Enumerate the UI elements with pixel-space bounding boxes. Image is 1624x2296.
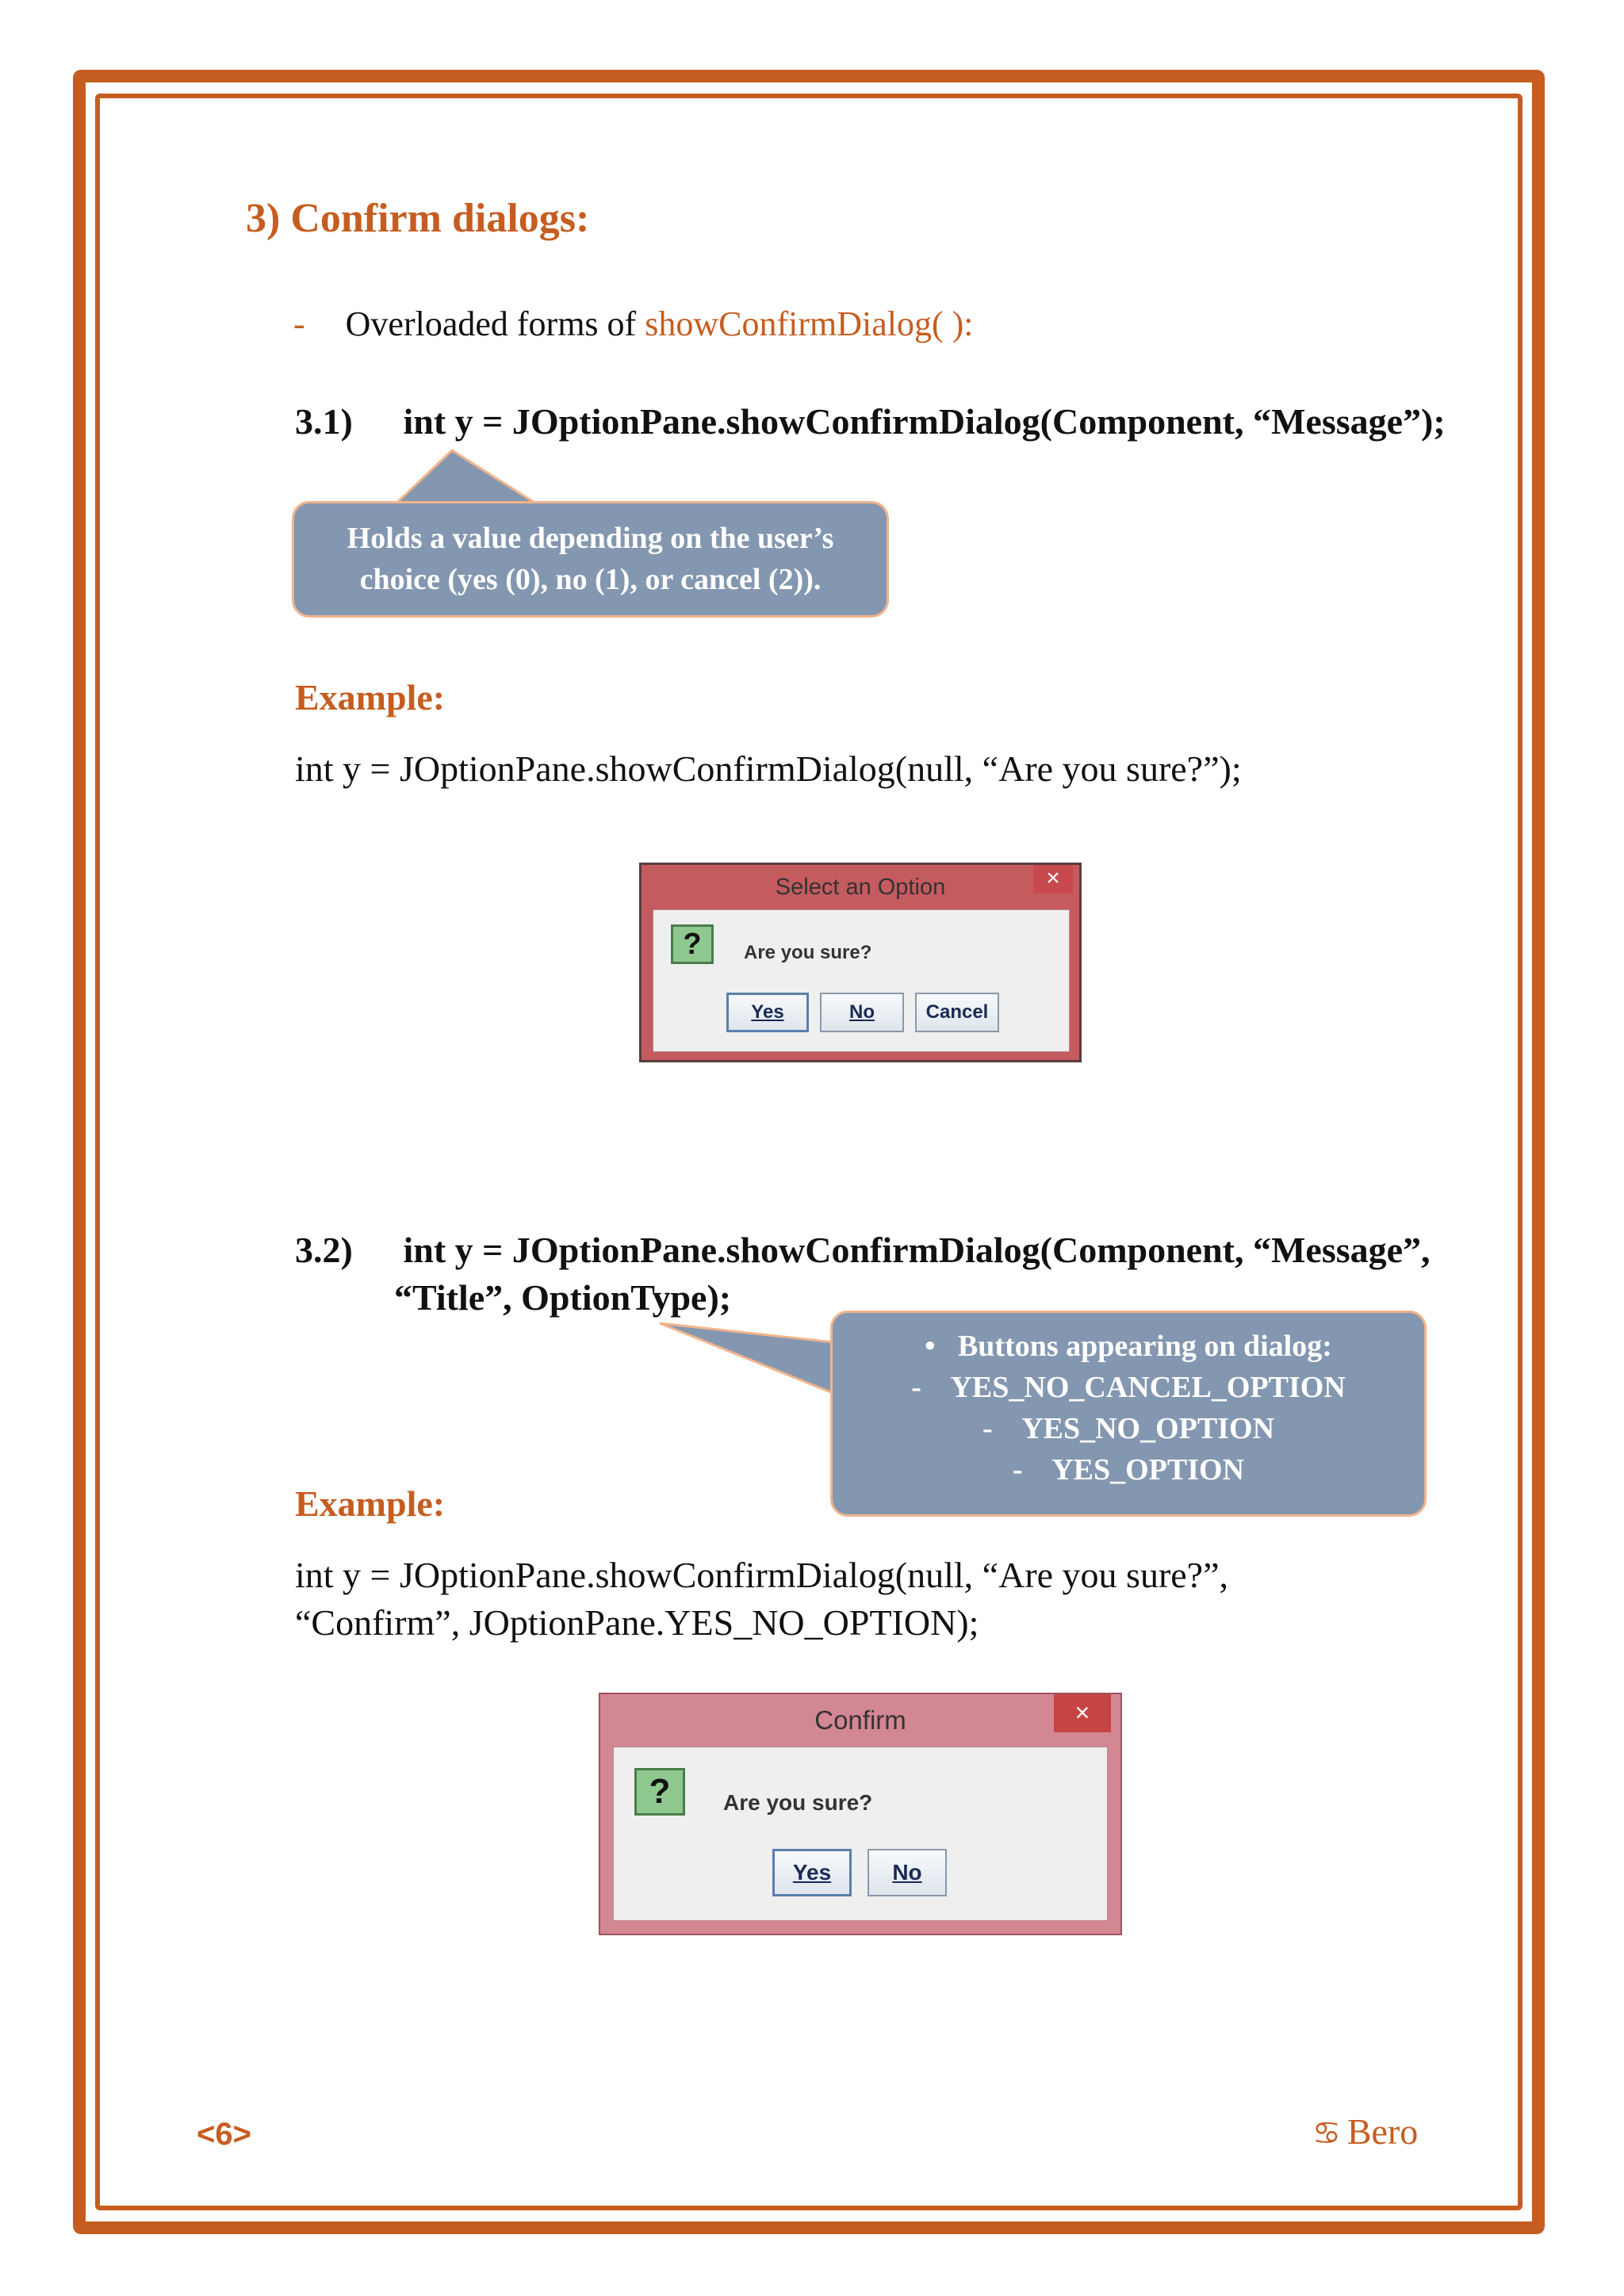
- question-icon: ?: [671, 924, 714, 964]
- cancer-sign-icon: ♋: [1312, 2115, 1341, 2152]
- yes-button: Yes: [772, 1849, 852, 1896]
- cancel-button: Cancel: [915, 993, 999, 1032]
- dialog-title: Confirm: [814, 1705, 906, 1735]
- callout-line: • Buttons appearing on dialog:: [925, 1330, 1332, 1363]
- bullet-dash: -: [293, 304, 305, 343]
- callout-line: - YES_OPTION: [1012, 1453, 1245, 1487]
- example-code: int y = JOptionPane.showConfirmDialog(null, “Are you sure?”);: [295, 748, 1242, 789]
- overloaded-forms-line: [293, 304, 974, 344]
- signature-3-2-line2: “Title”, OptionType);: [394, 1277, 732, 1318]
- overloaded-prefix: Overloaded forms of: [345, 304, 645, 343]
- dialog-body: [613, 1747, 1108, 1921]
- no-button: No: [868, 1849, 947, 1896]
- example-code-line2: “Confirm”, JOptionPane.YES_NO_OPTION);: [295, 1602, 979, 1643]
- callout-line: choice (yes (0), no (1), or cancel (2)).: [359, 563, 822, 596]
- signature-3-1: [295, 400, 1446, 442]
- return-value-callout: [292, 501, 889, 618]
- question-icon: ?: [634, 1768, 685, 1816]
- example-code-line1: int y = JOptionPane.showConfirmDialog(null, “Are you sure?”,: [295, 1555, 1229, 1595]
- section-number: 3.2): [295, 1230, 353, 1270]
- brand-name: Bero: [1346, 2111, 1419, 2152]
- yes-button: Yes: [726, 993, 809, 1032]
- no-button: No: [820, 993, 904, 1032]
- close-icon: ×: [1033, 865, 1073, 894]
- author-brand: [1312, 2110, 1418, 2152]
- confirm-dialog-screenshot-2: [599, 1693, 1122, 1935]
- section-number: 3.1): [295, 401, 353, 442]
- callout-line: - YES_NO_CANCEL_OPTION: [911, 1371, 1346, 1404]
- close-icon: ×: [1054, 1694, 1111, 1732]
- section-heading: 3) Confirm dialogs:: [246, 196, 590, 241]
- callout-line: Holds a value depending on the user’s: [347, 522, 834, 555]
- dialog-message: Are you sure?: [744, 942, 872, 963]
- signature-text-line1: int y = JOptionPane.showConfirmDialog(Component, “Message”,: [403, 1230, 1431, 1270]
- option-type-callout: [830, 1311, 1427, 1517]
- dialog-body: [653, 909, 1070, 1052]
- callout-line: - YES_NO_OPTION: [982, 1412, 1275, 1445]
- signature-text: int y = JOptionPane.showConfirmDialog(Component, “Message”);: [403, 401, 1446, 442]
- dialog-title: Select an Option: [775, 874, 946, 900]
- example-label: Example:: [295, 677, 446, 718]
- dialog-message: Are you sure?: [723, 1790, 873, 1815]
- confirm-dialog-screenshot: [639, 863, 1082, 1062]
- method-name: showConfirmDialog( ):: [645, 304, 974, 343]
- example-label: Example:: [295, 1483, 446, 1524]
- page-number: <6>: [197, 2117, 251, 2152]
- signature-3-2: [295, 1229, 1431, 1271]
